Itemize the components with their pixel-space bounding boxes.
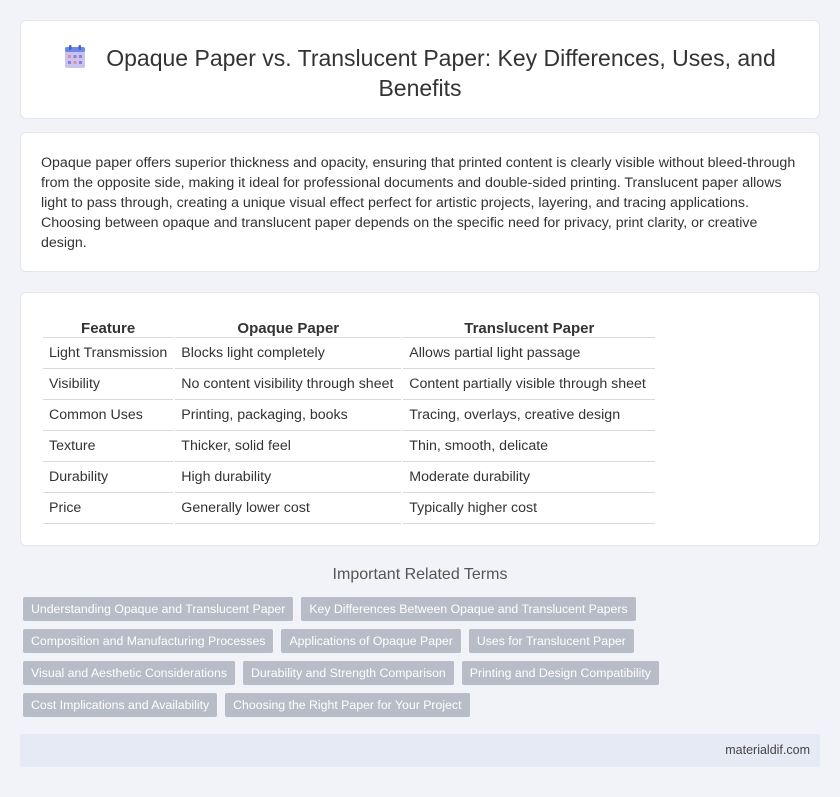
intro-paragraph: Opaque paper offers superior thickness and opacity, ensuring that printed content is clearly visible without bleed-through from the opposite side, making it ideal for professional documents and double-sided printing. Translucent paper allows light to pass through, creating a unique visual effect perfect for artistic projects, layering, and tracing applications. Choosing between opaque and translucent paper depends on the specific need for privacy, print clarity, or creative design.: [41, 155, 796, 251]
table-row: [43, 369, 655, 400]
table-cell: Typically higher cost: [403, 493, 655, 524]
related-terms-list: [23, 597, 823, 725]
header-card: [20, 20, 820, 119]
related-term-link[interactable]: Composition and Manufacturing Processes: [23, 629, 273, 653]
intro-card: [20, 132, 820, 272]
table-cell: No content visibility through sheet: [175, 369, 401, 400]
table-row: [43, 462, 655, 493]
tag-row: [23, 629, 823, 653]
table-cell: Durability: [43, 462, 173, 493]
related-term-link[interactable]: Choosing the Right Paper for Your Project: [225, 693, 469, 717]
page-title: [61, 43, 779, 103]
table-cell: High durability: [175, 462, 401, 493]
table-row: [43, 431, 655, 462]
related-term-link[interactable]: Cost Implications and Availability: [23, 693, 217, 717]
document-icon: [64, 45, 86, 69]
related-term-link[interactable]: Uses for Translucent Paper: [469, 629, 634, 653]
column-header: Translucent Paper: [403, 313, 655, 338]
column-header: Opaque Paper: [175, 313, 401, 338]
related-term-link[interactable]: Durability and Strength Comparison: [243, 661, 454, 685]
table-cell: Printing, packaging, books: [175, 400, 401, 431]
table-cell: Price: [43, 493, 173, 524]
table-cell: Thin, smooth, delicate: [403, 431, 655, 462]
table-cell: Content partially visible through sheet: [403, 369, 655, 400]
tag-row: [23, 693, 823, 717]
related-term-link[interactable]: Visual and Aesthetic Considerations: [23, 661, 235, 685]
table-cell: Tracing, overlays, creative design: [403, 400, 655, 431]
related-term-link[interactable]: Understanding Opaque and Translucent Paper: [23, 597, 293, 621]
comparison-card: [20, 292, 820, 546]
tag-row: [23, 661, 823, 685]
comparison-table: [41, 313, 657, 524]
table-cell: Texture: [43, 431, 173, 462]
related-term-link[interactable]: Printing and Design Compatibility: [462, 661, 659, 685]
table-cell: Thicker, solid feel: [175, 431, 401, 462]
column-header: Feature: [43, 313, 173, 338]
page-title-text: Opaque Paper vs. Translucent Paper: Key Differences, Uses, and Benefits: [106, 45, 776, 101]
table-row: [43, 493, 655, 524]
table-header-row: [43, 313, 655, 338]
table-cell: Moderate durability: [403, 462, 655, 493]
table-cell: Allows partial light passage: [403, 338, 655, 369]
table-row: [43, 400, 655, 431]
table-cell: Common Uses: [43, 400, 173, 431]
footer: [20, 734, 820, 767]
table-cell: Light Transmission: [43, 338, 173, 369]
related-term-link[interactable]: Key Differences Between Opaque and Translucent Papers: [301, 597, 635, 621]
table-cell: Generally lower cost: [175, 493, 401, 524]
tag-row: [23, 597, 823, 621]
table-row: [43, 338, 655, 369]
table-cell: Visibility: [43, 369, 173, 400]
footer-site-link[interactable]: materialdif.com: [725, 743, 810, 757]
related-terms-heading: Important Related Terms: [332, 566, 508, 583]
related-term-link[interactable]: Applications of Opaque Paper: [281, 629, 460, 653]
table-cell: Blocks light completely: [175, 338, 401, 369]
